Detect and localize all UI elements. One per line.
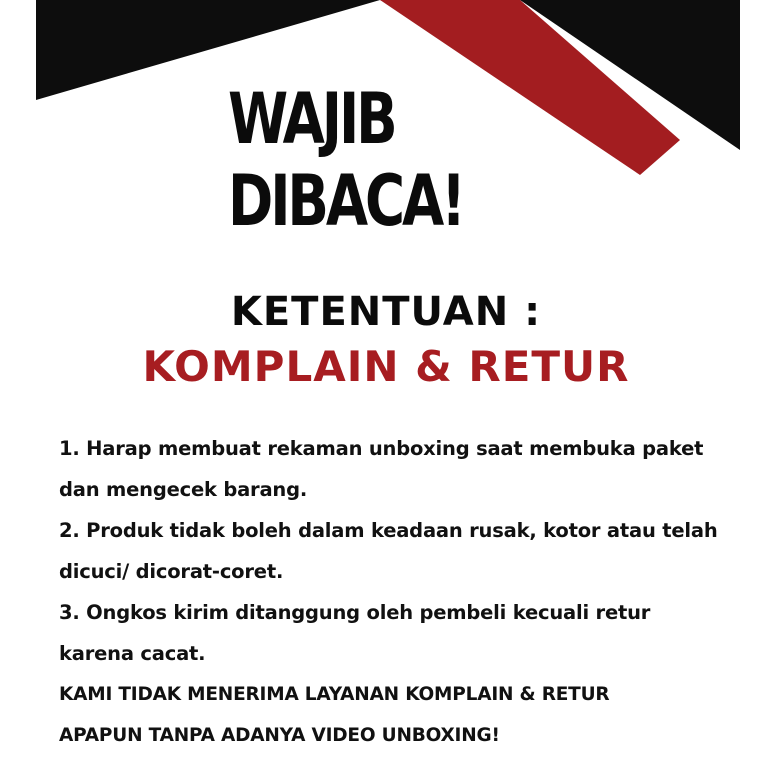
- rule-line: karena cacat.: [59, 642, 206, 665]
- headline-line-1: WAJIB: [228, 78, 395, 160]
- rule-line: 1. Harap membuat rekaman unboxing saat membuka paket: [59, 437, 704, 460]
- warning-line-2: APAPUN TANPA ADANYA VIDEO UNBOXING!: [59, 725, 500, 746]
- rule-line: 2. Produk tidak boleh dalam keadaan rusak, kotor atau telah: [59, 519, 718, 542]
- rule-line: dan mengecek barang.: [59, 478, 308, 501]
- rules-list: [59, 428, 759, 674]
- headline: [228, 78, 478, 242]
- subtitle-terms: KETENTUAN :: [230, 289, 542, 335]
- rule-line: dicuci/ dicorat-coret.: [59, 560, 284, 583]
- warning-notice: [59, 674, 759, 756]
- rule-line: 3. Ongkos kirim ditanggung oleh pembeli kecuali retur: [59, 601, 651, 624]
- headline-line-2: DIBACA!: [228, 160, 463, 242]
- subtitle-complaint-return: KOMPLAIN & RETUR: [142, 342, 630, 391]
- warning-line-1: KAMI TIDAK MENERIMA LAYANAN KOMPLAIN & RETUR: [59, 684, 610, 705]
